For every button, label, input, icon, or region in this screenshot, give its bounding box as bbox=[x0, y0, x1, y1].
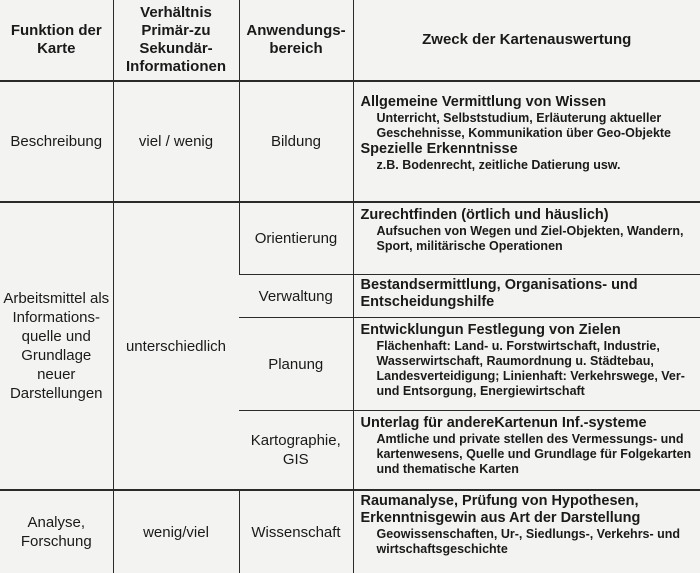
purpose-cell bbox=[353, 202, 700, 275]
area-cell: Kartographie, GIS bbox=[239, 411, 353, 491]
table-row bbox=[0, 202, 700, 275]
function-cell: Beschreibung bbox=[0, 81, 113, 202]
table-row bbox=[0, 490, 700, 573]
area-cell: Planung bbox=[239, 318, 353, 411]
ratio-cell: wenig/viel bbox=[113, 490, 239, 573]
purpose-heading: Raumanalyse, Prüfung von Hypothesen, Erkenntnisgewin aus Art der Darstellung bbox=[360, 493, 641, 526]
area-cell: Verwaltung bbox=[239, 275, 353, 318]
purpose-detail: Unterricht, Selbststudium, Erläuterung aktueller Geschehnisse, Kommunikation über Geo-Objekte bbox=[376, 111, 672, 140]
purpose-cell bbox=[353, 411, 700, 491]
header-function: Funktion der Karte bbox=[0, 0, 113, 81]
purpose-heading: Spezielle Erkenntnisse bbox=[360, 141, 518, 157]
header-purpose: Zweck der Kartenauswertung bbox=[353, 0, 700, 81]
purpose-cell bbox=[353, 275, 700, 318]
purpose-heading: Unterlag für andereKartenun Inf.-systeme bbox=[360, 415, 647, 431]
purpose-detail: z.B. Bodenrecht, zeitliche Datierung usw. bbox=[376, 158, 621, 172]
ratio-cell: unterschiedlich bbox=[113, 202, 239, 490]
purpose-cell bbox=[353, 318, 700, 411]
purpose-heading: Allgemeine Vermittlung von Wissen bbox=[360, 94, 607, 110]
function-cell: Arbeitsmittel als Informations-quelle und Grundlage neuer Darstellungen bbox=[0, 202, 113, 490]
purpose-heading: Zurechtfinden (örtlich und häuslich) bbox=[360, 207, 609, 223]
purpose-cell bbox=[353, 490, 700, 573]
purpose-detail: Geowissenschaften, Ur-, Siedlungs-, Verkehrs- und wirtschaftsgeschichte bbox=[376, 527, 681, 556]
area-cell: Wissenschaft bbox=[239, 490, 353, 573]
purpose-detail: Flächenhaft: Land- u. Forstwirtschaft, Industrie, Wasserwirtschaft, Raumordnung u. Städtebau, Landesverteidigung; Linienhaft: Verkehrswege, Ver- und Entsorgung, Energiewirtschaft bbox=[376, 339, 685, 398]
header-application-area: Anwendungs-bereich bbox=[239, 0, 353, 81]
purpose-heading: Bestandsermittlung, Organisations- und Entscheidungshilfe bbox=[360, 277, 638, 310]
purpose-cell bbox=[353, 81, 700, 202]
header-row bbox=[0, 0, 700, 81]
function-cell: Analyse, Forschung bbox=[20, 514, 92, 550]
ratio-cell: viel / wenig bbox=[113, 81, 239, 202]
purpose-heading: Entwicklungun Festlegung von Zielen bbox=[360, 322, 621, 338]
table-row bbox=[0, 81, 700, 202]
area-cell: Bildung bbox=[239, 81, 353, 202]
area-cell: Orientierung bbox=[239, 202, 353, 275]
header-ratio: Verhältnis Primär-zu Sekundär-Informationen bbox=[113, 0, 239, 81]
purpose-detail: Amtliche und private stellen des Vermessungs- und kartenwesens, Quelle und Grundlage für Folgekarten und thematische Karten bbox=[376, 432, 692, 476]
purpose-detail: Aufsuchen von Wegen und Ziel-Objekten, Wandern, Sport, militärische Operationen bbox=[376, 224, 684, 253]
